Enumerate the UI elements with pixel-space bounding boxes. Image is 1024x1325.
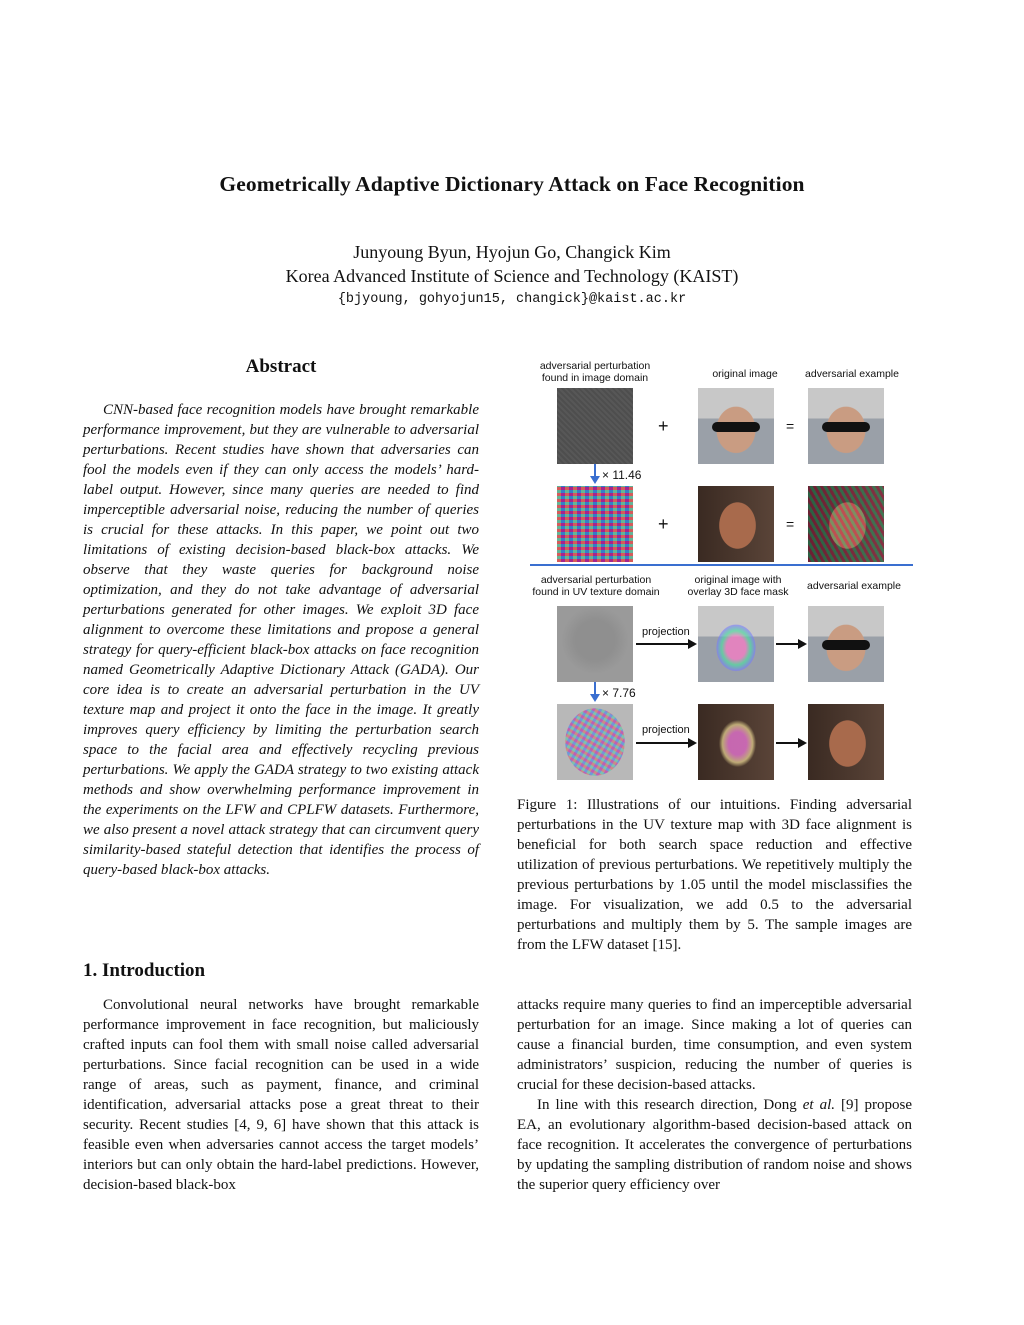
paragraph-text-a: In line with this research direction, Dong <box>537 1097 803 1113</box>
authors: Junyoung Byun, Hyojun Go, Changick Kim <box>353 242 671 262</box>
adversarial-example-image-1 <box>808 388 884 464</box>
projection-label-1: projection <box>642 626 690 638</box>
glasses <box>822 640 870 650</box>
figure-caption: Figure 1: Illustrations of our intuitions. Finding adversarial perturbations in the UV texture map with 3D face alignment is beneficial for both search space reduction and effective utilization of previous perturbations. We repetitively multiply the previous perturbations by 1.05 until the model misclassifies the image. For visualization, we add 0.5 to the adversarial perturbations and multiply them by 5. The sample images are from the LFW dataset [15]. <box>517 797 912 953</box>
projection-arrow-line-2 <box>636 742 690 744</box>
down-arrow-head-1 <box>590 476 600 484</box>
et-al: et al. <box>802 1097 836 1113</box>
label-adversarial-example-bottom: adversarial example <box>807 580 901 592</box>
perturbation-image-domain <box>557 388 633 464</box>
affiliation: Korea Advanced Institute of Science and Technology (KAIST) <box>285 266 739 286</box>
label-perturbation-uv-domain: adversarial perturbation found in UV texture domain <box>532 574 660 598</box>
label-original-with-mask: original image with overlay 3D face mask <box>687 574 789 598</box>
amplified-perturbation-image-domain <box>557 486 633 562</box>
down-arrow-head-2 <box>590 694 600 702</box>
introduction-paragraph-right-1: attacks require many queries to find an imperceptible adversarial perturbation for an image. Since making a lot of queries can cause a financial burden, time consumption, and even system administrators’ suspicion, reducing the number of queries is crucial for these decision-based attacks. <box>517 997 912 1093</box>
abstract-heading: Abstract <box>245 356 317 377</box>
equals-sign-1: = <box>786 418 795 434</box>
glasses <box>822 422 870 432</box>
projection-arrow-head-2 <box>688 738 697 748</box>
face-with-mask-image-2 <box>698 704 774 780</box>
perturbation-uv-domain <box>557 606 633 682</box>
projection-arrow-line-1 <box>636 643 690 645</box>
figure-1 <box>530 358 910 788</box>
author-block <box>0 240 1024 288</box>
plus-sign-2: + <box>658 514 669 534</box>
multiplier-2: × 7.76 <box>602 686 636 700</box>
result-arrow-line-2 <box>776 742 800 744</box>
result-arrow-line-1 <box>776 643 800 645</box>
original-face-image-1 <box>698 388 774 464</box>
introduction-paragraph-right-2 <box>517 1095 912 1195</box>
paper-title: Geometrically Adaptive Dictionary Attack on Face Recognition <box>219 172 805 196</box>
introduction-heading: 1. Introduction <box>83 960 206 981</box>
plus-sign-1: + <box>658 416 669 436</box>
amplified-perturbation-uv-domain <box>557 704 633 780</box>
face-with-mask-image-1 <box>698 606 774 682</box>
projection-label-2: projection <box>642 724 690 736</box>
original-face-image-2 <box>698 486 774 562</box>
label-original-image: original image <box>712 368 778 380</box>
result-arrow-head-1 <box>798 639 807 649</box>
equals-sign-2: = <box>786 516 795 532</box>
glasses <box>712 422 760 432</box>
figure-divider <box>530 564 913 566</box>
result-arrow-head-2 <box>798 738 807 748</box>
adversarial-example-image-4 <box>808 704 884 780</box>
multiplier-1: × 11.46 <box>602 468 642 482</box>
label-perturbation-image-domain: adversarial perturbation found in image domain <box>539 360 651 384</box>
adversarial-example-image-3 <box>808 606 884 682</box>
label-adversarial-example-top: adversarial example <box>805 368 899 380</box>
projection-arrow-head-1 <box>688 639 697 649</box>
abstract-text: CNN-based face recognition models have brought remarkable performance improvement, but they are vulnerable to adversarial perturbations. Recent studies have shown that adversaries can fool the models even if they can only access the models’ hard-label output. However, since many queries are needed to find imperceptible adversarial noise, reducing the number of queries is crucial for these attacks. In this paper, we point out two limitations of existing decision-based black-box attacks. We observe that they waste queries for background noise optimization, and they do not take advantage of adversarial perturbations generated for other images. We exploit 3D face alignment to overcome these limitations and propose a general strategy for query-efficient black-box attacks on face recognition named Geometrically Adaptive Dictionary Attack (GADA). Our core idea is to create an adversarial perturbation in the UV texture map and project it onto the face in the image. It greatly improves query efficiency by limiting the perturbation search space to the facial area and effectively recycling previous perturbations. We apply the GADA strategy to two existing attack methods and show overwhelming performance improvement in the experiments on the LFW and CPLFW datasets. Furthermore, we also present a novel attack strategy that can circumvent query similarity-based stateful detection that identifies the process of query-based black-box attacks. <box>83 402 479 878</box>
adversarial-example-image-2 <box>808 486 884 562</box>
author-emails: {bjyoung, gohyojun15, changick}@kaist.ac.kr <box>337 292 687 307</box>
paragraph-text-b: [9] propose EA, an evolutionary algorithm-based decision-based attack on face recognition. It accelerates the convergence of perturbations by updating the sampling distribution of random noise and shows the superior query efficiency over <box>517 1097 913 1193</box>
introduction-paragraph-left: Convolutional neural networks have brought remarkable performance improvement in face recognition, but maliciously crafted inputs can fool them with small noise called adversarial perturbations. Since facial recognition can be used in a wide range of areas, such as payment, finance, and criminal identification, adversarial attacks pose a great threat to their security. Recent studies [4, 9, 6] have shown that this attack is feasible even when adversaries cannot access the target models’ interiors but can only obtain the hard-label predictions. However, decision-based black-box <box>83 997 479 1193</box>
